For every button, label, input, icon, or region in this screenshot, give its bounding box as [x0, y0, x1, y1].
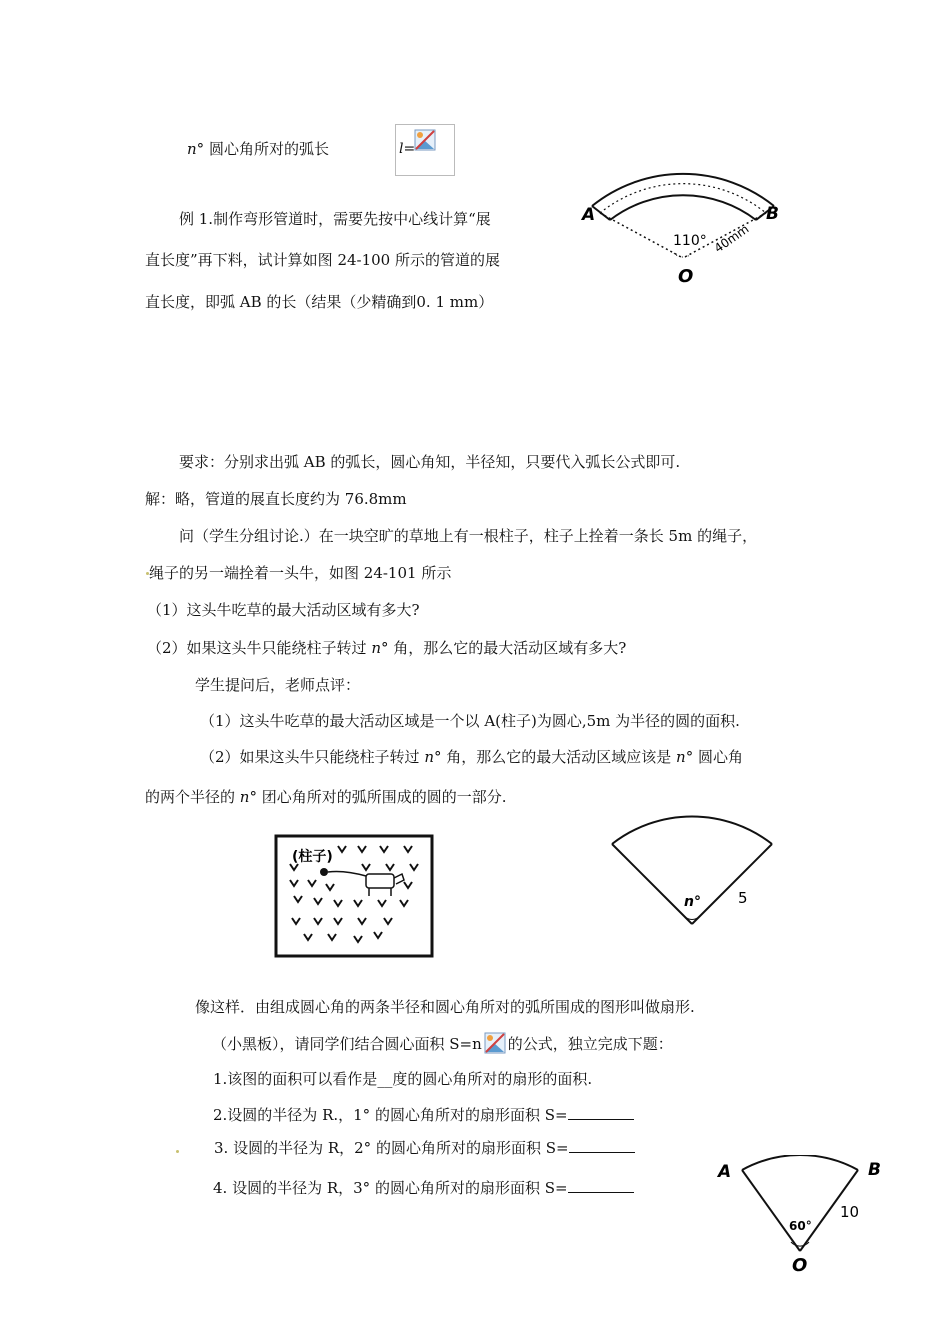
sector-n-angle-label: n°: [684, 894, 701, 910]
pipe-label-b: B: [766, 204, 779, 224]
question-line2: 绳子的另一端拴着一头牛，如图 24-101 所示: [149, 564, 452, 582]
sector-n-radius-label: 5: [738, 889, 748, 907]
post-label: (柱子): [292, 849, 333, 865]
sector-n-figure: [608, 808, 778, 930]
sector60-label-a: A: [718, 1162, 732, 1182]
pipe-radius-label: 40mm: [711, 221, 752, 256]
arc-formula-image: l=: [395, 124, 455, 176]
example1-line1: 例 1.制作弯形管道时，需要先按中心线计算“展: [179, 210, 491, 228]
example1-line3: 直长度，即弧 AB 的长（结果（少精确到0. 1 mm）: [145, 293, 494, 311]
post-dot: [320, 868, 328, 876]
sector60-radius-label: 10: [840, 1203, 860, 1221]
question-q1: （1）这头牛吃草的最大活动区域有多大?: [147, 601, 420, 619]
broken-image-icon: [484, 1032, 506, 1054]
arc-length-label: n° 圆心角所对的弧长: [187, 140, 329, 158]
sector60-label-o: O: [792, 1255, 808, 1275]
teacher-answer3: 的两个半径的 n° 团心角所对的弧所围成的圆的一部分.: [145, 788, 507, 806]
sector60-label-b: B: [868, 1160, 881, 1180]
blackboard-line: （小黑板），请同学们结合圆心面积 S=n 的公式，独立完成下题：: [212, 1032, 673, 1054]
sector-60-figure: [712, 1155, 892, 1275]
sector60-angle-label: 60°: [789, 1219, 812, 1233]
example1-line2: 直长度”再下料，试计算如图 24-100 所示的管道的展: [145, 251, 500, 269]
teacher-intro: 学生提问后，老师点评：: [195, 676, 361, 694]
pipe-label-o: O: [678, 266, 694, 286]
solution-text: 解：略，管道的展直长度约为 76.8mm: [145, 490, 407, 508]
pipe-angle-label: 110°: [673, 233, 707, 249]
mark-dot: [176, 1150, 179, 1153]
teacher-answer1: （1）这头牛吃草的最大活动区域是一个以 A(柱子)为圆心,5m 为半径的圆的面积.: [200, 712, 740, 730]
question-q2: （2）如果这头牛只能绕柱子转过 n° 角，那么它的最大活动区域有多大?: [147, 639, 627, 657]
pipe-figure: [578, 150, 788, 286]
teacher-answer2: （2）如果这头牛只能绕柱子转过 n° 角，那么它的最大活动区域应该是 n° 圆心角: [200, 748, 743, 766]
sector-definition: 像这样．由组成圆心角的两条半径和圆心角所对的弧所围成的图形叫做扇形.: [195, 998, 695, 1016]
exercise-3: 3. 设圆的半径为 R，2° 的圆心角所对的扇形面积 S=: [214, 1138, 635, 1158]
exercise-2: 2.设圆的半径为 R.，1° 的圆心角所对的扇形面积 S=: [213, 1105, 634, 1125]
question-line1: 问（学生分组讨论.）在一块空旷的草地上有一根柱子，柱子上拴着一条长 5m 的绳子，: [179, 527, 758, 545]
pipe-label-a: A: [582, 205, 596, 225]
exercise-4: 4. 设圆的半径为 R，3° 的圆心角所对的扇形面积 S=: [213, 1178, 634, 1198]
requirement-text: 要求：分别求出弧 AB 的弧长，圆心角知，半径知，只要代入弧长公式即可.: [179, 453, 681, 471]
exercise-1: 1.该图的面积可以看作是__度的圆心角所对的扇形的面积.: [213, 1070, 593, 1088]
cow-field-figure: [274, 834, 434, 958]
broken-image-icon: [414, 129, 436, 151]
